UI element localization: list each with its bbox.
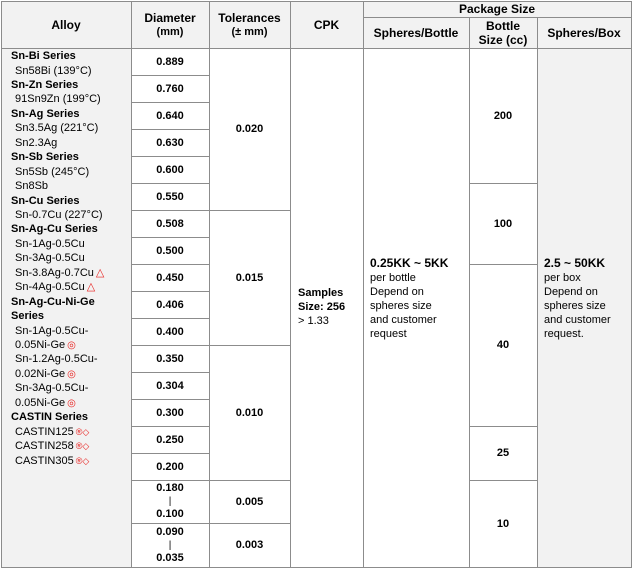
alloy-text: Sn-3.8Ag-0.7Cu <box>15 266 94 279</box>
diameter-value: 0.200 <box>156 460 184 473</box>
grid-line <box>131 1 132 568</box>
header-spheres-box-label: Spheres/Box <box>547 25 621 40</box>
range-separator: | <box>168 496 172 507</box>
alloy-series-heading <box>11 107 79 121</box>
grid-line <box>631 1 632 568</box>
alloy-item <box>15 92 101 106</box>
alloy-item <box>15 454 89 468</box>
grid-line <box>131 453 209 454</box>
grid-line <box>131 264 209 265</box>
header-spheres-bottle <box>363 17 469 48</box>
spheres-bottle-value: 0.25KK ~ 5KK <box>370 256 449 270</box>
alloy-item <box>15 439 89 453</box>
header-tolerances-unit: (± mm) <box>231 25 268 38</box>
alloy-text: Sn-Zn Series <box>11 78 79 91</box>
diameter-value: 0.304 <box>156 379 184 392</box>
alloy-item <box>15 425 89 439</box>
alloy-series-heading <box>11 222 98 236</box>
grid-line <box>131 318 209 319</box>
alloy-item <box>15 251 85 265</box>
alloy-series-heading <box>11 309 44 323</box>
alloy-text: Sn-0.7Cu (227°C) <box>15 208 103 221</box>
alloy-item <box>15 208 103 222</box>
diameter-value: 0.889 <box>156 55 184 68</box>
spheres-bottle-note: request <box>370 328 407 340</box>
alloy-text: 0.02Ni-Ge <box>15 367 66 380</box>
diameter-cell <box>131 291 209 318</box>
grid-line <box>209 210 290 211</box>
grid-line <box>131 372 209 373</box>
tolerance-cell <box>209 345 290 480</box>
alloy-text: Sn8Sb <box>15 180 49 192</box>
grid-line <box>131 426 209 427</box>
alloy-text: Sn2.3Ag <box>15 136 58 149</box>
tolerance-value: 0.003 <box>235 539 264 551</box>
spheres-bottle-note: Depend on <box>370 286 424 298</box>
diameter-cell <box>131 345 209 372</box>
alloy-text: Sn58Bi (139°C) <box>15 64 92 77</box>
diameter-cell <box>131 48 209 75</box>
alloy-text: Sn-1Ag-0.5Cu- <box>15 324 89 337</box>
bullseye-mark-icon: ◎ <box>67 340 76 351</box>
tolerance-value: 0.020 <box>235 123 264 135</box>
tolerance-value: 0.015 <box>235 271 264 284</box>
diameter-value: 0.300 <box>156 406 184 419</box>
spheres-box-value: 2.5 ~ 50KK <box>544 256 606 270</box>
diameter-value: 0.400 <box>156 325 184 338</box>
grid-line <box>131 523 209 524</box>
grid-line <box>131 480 209 481</box>
grid-line <box>131 102 209 103</box>
diameter-value: 0.640 <box>156 109 184 122</box>
alloy-text: 91Sn9Zn (199°C) <box>15 93 101 106</box>
diameter-range-top: 0.180 <box>156 482 184 494</box>
alloy-text: 0.05Ni-Ge <box>15 396 66 409</box>
grid-line <box>131 129 209 130</box>
grid-line <box>131 345 209 346</box>
alloy-text: Sn-Sb Series <box>11 151 79 164</box>
triangle-mark-icon: △ <box>95 266 105 279</box>
alloy-text: Sn-Ag-Cu Series <box>11 223 98 236</box>
diameter-range-bottom: 0.100 <box>156 508 184 520</box>
alloy-text: Sn-4Ag-0.5Cu <box>15 281 85 294</box>
grid-line <box>1 48 632 49</box>
grid-line <box>131 291 209 292</box>
tolerance-cell <box>209 48 290 210</box>
header-bottle-size-label: Bottle <box>486 18 520 33</box>
alloy-series-heading <box>11 410 88 424</box>
registered-diamond-mark-icon: ®◇ <box>75 426 90 437</box>
alloy-item <box>15 338 76 353</box>
diameter-value: 0.508 <box>156 217 184 230</box>
alloy-item <box>15 324 88 338</box>
header-diameter-label: Diameter <box>144 10 196 25</box>
alloy-text: Sn-1Ag-0.5Cu <box>15 237 85 250</box>
header-cpk <box>290 1 363 48</box>
diameter-cell <box>131 210 209 237</box>
diameter-cell <box>131 399 209 426</box>
cpk-value: > 1.33 <box>298 315 329 327</box>
diameter-cell <box>131 426 209 453</box>
grid-line <box>131 75 209 76</box>
tolerance-value: 0.005 <box>235 495 264 508</box>
alloy-item <box>15 237 85 251</box>
bottle-size-cell <box>469 183 537 264</box>
header-package-size <box>363 1 631 17</box>
bottle-size-cell <box>469 264 537 426</box>
diameter-range-cell <box>131 480 209 523</box>
spheres-box-note: and customer <box>544 314 611 326</box>
spheres-bottle-note: spheres size <box>370 300 432 312</box>
tolerance-cell <box>209 480 290 523</box>
grid-line <box>469 426 537 427</box>
diameter-cell <box>131 372 209 399</box>
diameter-cell <box>131 129 209 156</box>
grid-line <box>469 480 537 481</box>
bottle-size-cell <box>469 480 537 567</box>
grid-line <box>131 399 209 400</box>
alloy-text: CASTIN Series <box>11 411 89 424</box>
alloy-series-heading <box>11 150 79 164</box>
diameter-value: 0.500 <box>156 244 184 257</box>
registered-diamond-mark-icon: ®◇ <box>75 441 90 452</box>
diameter-value: 0.406 <box>156 298 184 311</box>
bullseye-mark-icon: ◎ <box>67 368 76 380</box>
alloy-text: Sn-1.2Ag-0.5Cu- <box>15 353 98 366</box>
alloy-text: Sn3.5Ag (221°C) <box>15 122 99 135</box>
grid-line <box>209 1 210 568</box>
header-diameter-unit: (mm) <box>156 25 184 38</box>
cpk-sample-size: Size: 256 <box>298 301 346 313</box>
alloy-item <box>15 280 95 294</box>
alloy-text: 0.05Ni-Ge <box>15 339 66 351</box>
diameter-cell <box>131 156 209 183</box>
triangle-mark-icon: △ <box>86 281 96 294</box>
diameter-cell <box>131 264 209 291</box>
alloy-text: Sn-Ag Series <box>11 107 80 120</box>
alloy-item <box>15 165 89 179</box>
header-cpk-label: CPK <box>313 17 340 32</box>
header-alloy-label: Alloy <box>51 17 81 32</box>
diameter-value: 0.350 <box>156 352 184 365</box>
bottle-size-cell <box>469 426 537 480</box>
header-alloy <box>1 1 131 48</box>
grid-line <box>131 183 209 184</box>
bottle-size-value: 40 <box>496 339 510 351</box>
tolerance-cell <box>209 210 290 345</box>
diameter-cell <box>131 237 209 264</box>
alloy-item <box>15 367 76 382</box>
alloy-item <box>15 64 92 78</box>
spheres-bottle-note: and customer <box>370 314 437 326</box>
grid-line <box>209 523 290 524</box>
grid-line <box>537 17 538 568</box>
diameter-cell <box>131 183 209 210</box>
spheres-box-note: spheres size <box>544 300 606 312</box>
bottle-size-cell <box>469 48 537 183</box>
alloy-series-heading <box>11 295 95 309</box>
alloy-series-heading <box>11 194 79 208</box>
alloy-item <box>15 179 48 193</box>
diameter-cell <box>131 102 209 129</box>
header-spheres-box <box>537 17 631 48</box>
grid-line <box>469 17 470 568</box>
spheres-bottle-unit: per bottle <box>370 272 416 284</box>
alloy-text: CASTIN258 <box>15 440 74 453</box>
diameter-range-bottom: 0.035 <box>156 551 184 564</box>
header-package-size-label: Package Size <box>458 2 536 16</box>
alloy-item <box>15 121 98 135</box>
grid-line <box>131 210 209 211</box>
spheres-box-note: Depend on <box>544 286 598 298</box>
alloy-text: Sn5Sb (245°C) <box>15 165 90 178</box>
grid-line <box>1 1 632 2</box>
header-diameter <box>131 1 209 48</box>
diameter-cell <box>131 318 209 345</box>
cpk-samples-label: Samples <box>298 287 344 299</box>
alloy-item <box>15 381 88 395</box>
diameter-range-cell <box>131 523 209 567</box>
diameter-value: 0.450 <box>156 271 184 284</box>
header-tolerances <box>209 1 290 48</box>
alloy-text: Sn-Bi Series <box>11 50 76 62</box>
cpk-cell <box>298 286 362 328</box>
diameter-range-top: 0.090 <box>156 525 184 538</box>
grid-line <box>469 183 537 184</box>
diameter-value: 0.550 <box>156 190 184 203</box>
diameter-value: 0.760 <box>156 82 184 95</box>
spheres-box-note: request. <box>544 328 584 340</box>
diameter-value: 0.250 <box>156 433 184 446</box>
grid-line <box>209 480 290 481</box>
alloy-item <box>15 136 57 150</box>
alloy-text: Sn-Ag-Cu-Ni-Ge <box>11 295 95 308</box>
bottle-size-value: 200 <box>493 109 513 122</box>
bottle-size-value: 25 <box>496 447 510 459</box>
alloy-text: CASTIN125 <box>15 425 74 438</box>
diameter-value: 0.630 <box>156 136 184 149</box>
alloy-text: Sn-3Ag-0.5Cu <box>15 252 85 265</box>
diameter-cell <box>131 453 209 480</box>
tolerance-cell <box>209 523 290 567</box>
grid-line <box>363 1 364 568</box>
alloy-item <box>15 352 98 366</box>
header-tolerances-label: Tolerances <box>218 10 281 25</box>
alloy-text: Sn-3Ag-0.5Cu- <box>15 382 89 395</box>
header-bottle-size <box>469 17 537 48</box>
bottle-size-value: 10 <box>496 517 510 530</box>
spheres-bottle-cell <box>370 256 468 341</box>
header-spheres-bottle-label: Spheres/Bottle <box>373 25 459 40</box>
alloy-text: CASTIN305 <box>15 454 74 467</box>
alloy-item <box>15 266 104 280</box>
grid-line <box>131 156 209 157</box>
bullseye-mark-icon: ◎ <box>67 397 76 409</box>
alloy-item <box>15 396 76 411</box>
alloy-series-heading <box>11 49 76 63</box>
diameter-cell <box>131 75 209 102</box>
grid-line <box>131 237 209 238</box>
grid-line <box>363 17 632 18</box>
tolerance-value: 0.010 <box>235 406 264 419</box>
spheres-box-unit: per box <box>544 272 581 284</box>
grid-line <box>1 1 2 568</box>
alloy-text: Series <box>11 310 45 323</box>
bottle-size-value: 100 <box>493 217 513 230</box>
header-bottle-size-unit: Size (cc) <box>478 32 528 47</box>
diameter-value: 0.600 <box>156 163 184 176</box>
grid-line <box>469 264 537 265</box>
alloy-text: Sn-Cu Series <box>11 194 80 207</box>
spheres-box-cell <box>544 256 630 341</box>
grid-line <box>209 345 290 346</box>
range-separator: | <box>168 539 172 551</box>
alloy-series-heading <box>11 78 78 92</box>
registered-diamond-mark-icon: ®◇ <box>75 455 90 466</box>
grid-line <box>290 1 291 568</box>
